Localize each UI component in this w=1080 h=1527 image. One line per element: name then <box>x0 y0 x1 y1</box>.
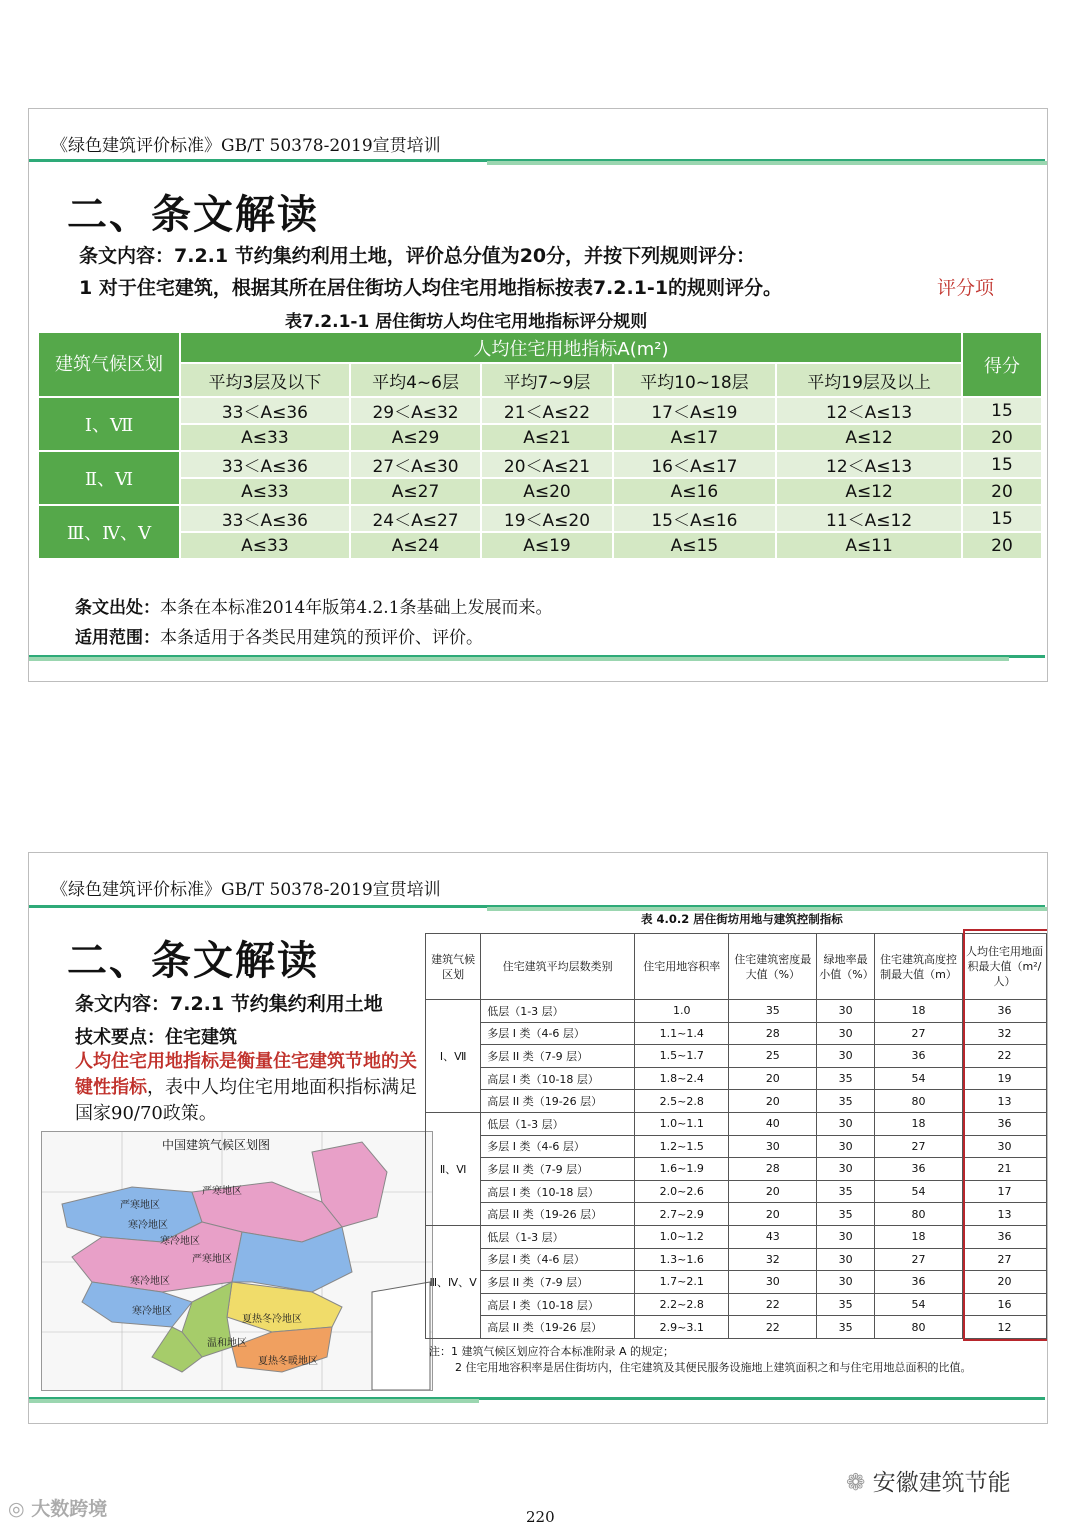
clause-content: 条文内容：7.2.1 节约集约利用土地，评价总分值为20分，并按下列规则评分： <box>79 245 756 267</box>
value-cell: 1.2~1.5 <box>635 1135 729 1158</box>
value-cell: 35 <box>729 1000 817 1023</box>
table-row <box>426 1000 1047 1023</box>
value-cell: 18 <box>875 1112 963 1135</box>
index-cell: 12＜A≤13 <box>776 451 962 478</box>
col-header: 住宅建筑密度最大值（%） <box>729 934 817 1000</box>
map-region-label: 寒冷地区 <box>160 1236 200 1247</box>
table-row <box>38 532 1042 559</box>
control-table-title: 表 4.0.2 居住街坊用地与建筑控制指标 <box>641 912 843 926</box>
weibo-icon: ◎ <box>8 1498 32 1520</box>
table-note-2: 2 住宅用地容积率是居住街坊内，住宅建筑及其便民服务设施地上建筑面积之和与住宅用地总面积的比值。 <box>455 1361 972 1374</box>
floor-category-cell: 多层 I 类（4-6 层） <box>481 1248 635 1271</box>
table-row <box>38 397 1042 424</box>
value-cell: 30 <box>817 1135 875 1158</box>
wechat-icon: ❁ <box>846 1470 873 1496</box>
floor-category-cell: 多层 I 类（4-6 层） <box>481 1135 635 1158</box>
table-row <box>426 1293 1047 1316</box>
value-cell: 27 <box>962 1248 1046 1271</box>
zone-cell: Ⅲ、Ⅳ、Ⅴ <box>426 1225 481 1338</box>
table-row <box>426 1248 1047 1271</box>
value-cell: 32 <box>729 1248 817 1271</box>
slide-1 <box>28 108 1048 682</box>
floor-category-cell: 低层（1-3 层） <box>481 1000 635 1023</box>
table-row <box>426 1067 1047 1090</box>
value-cell: 1.0~1.2 <box>635 1225 729 1248</box>
floor-category-cell: 高层 II 类（19-26 层） <box>481 1203 635 1226</box>
value-cell: 1.6~1.9 <box>635 1158 729 1181</box>
score-cell: 20 <box>962 532 1042 559</box>
table-note-1: 注：1 建筑气候区划应符合本标准附录 A 的规定； <box>429 1345 675 1358</box>
value-cell: 22 <box>729 1316 817 1339</box>
map-region-label: 严寒地区 <box>192 1254 232 1265</box>
value-cell: 80 <box>875 1203 963 1226</box>
map-region-label: 夏热冬冷地区 <box>242 1314 302 1325</box>
table-row <box>38 505 1042 532</box>
value-cell: 20 <box>729 1203 817 1226</box>
col-header: 建筑气候区划 <box>426 934 481 1000</box>
table-row <box>426 1316 1047 1339</box>
header-divider <box>29 905 1047 911</box>
floor-category-cell: 高层 II 类（19-26 层） <box>481 1316 635 1339</box>
scoring-note: 评分项 <box>937 277 995 299</box>
slide-header: 《绿色建筑评价标准》GB/T 50378-2019宣贯培训 <box>51 880 441 900</box>
index-cell: 27＜A≤30 <box>350 451 481 478</box>
value-cell: 35 <box>817 1090 875 1113</box>
index-cell: 16＜A≤17 <box>613 451 776 478</box>
value-cell: 30 <box>817 1022 875 1045</box>
floor-category-cell: 高层 I 类（10-18 层） <box>481 1067 635 1090</box>
value-cell: 36 <box>875 1158 963 1181</box>
value-cell: 22 <box>962 1045 1046 1068</box>
scope-line: 适用范围：本条适用于各类民用建筑的预评价、评价。 <box>75 628 483 648</box>
value-cell: 2.0~2.6 <box>635 1180 729 1203</box>
col-header: 绿地率最小值（%） <box>817 934 875 1000</box>
source-line: 条文出处：本条在本标准2014年版第4.2.1条基础上发展而来。 <box>75 598 553 618</box>
value-cell: 35 <box>817 1067 875 1090</box>
clause-item-1: 1 对于住宅建筑，根据其所在居住街坊人均住宅用地指标按表7.2.1-1的规则评分。 <box>79 277 783 299</box>
value-cell: 80 <box>875 1316 963 1339</box>
subcol-header: 平均10~18层 <box>613 363 776 397</box>
value-cell: 30 <box>817 1000 875 1023</box>
floor-category-cell: 高层 I 类（10-18 层） <box>481 1180 635 1203</box>
value-cell: 30 <box>817 1248 875 1271</box>
value-cell: 2.7~2.9 <box>635 1203 729 1226</box>
value-cell: 21 <box>962 1158 1046 1181</box>
floor-category-cell: 多层 II 类（7-9 层） <box>481 1045 635 1068</box>
tech-point: 技术要点：住宅建筑 <box>75 1027 237 1048</box>
map-title: 中国建筑气候区划图 <box>162 1138 271 1152</box>
slide-2 <box>28 852 1048 1424</box>
index-cell: A≤17 <box>613 424 776 451</box>
scoring-table <box>37 331 1043 560</box>
map-region-label: 寒冷地区 <box>130 1276 170 1287</box>
value-cell: 12 <box>962 1316 1046 1339</box>
floor-category-cell: 高层 II 类（19-26 层） <box>481 1090 635 1113</box>
footer-divider <box>29 655 1047 661</box>
value-cell: 36 <box>875 1045 963 1068</box>
col-group: 人均住宅用地指标A(m²) <box>180 332 962 363</box>
value-cell: 30 <box>817 1112 875 1135</box>
value-cell: 19 <box>962 1067 1046 1090</box>
index-cell: 24＜A≤27 <box>350 505 481 532</box>
col-header: 人均住宅用地面积最大值（m²/人） <box>962 934 1046 1000</box>
index-cell: A≤21 <box>481 424 612 451</box>
score-cell: 20 <box>962 478 1042 505</box>
value-cell: 30 <box>729 1135 817 1158</box>
value-cell: 2.2~2.8 <box>635 1293 729 1316</box>
value-cell: 16 <box>962 1293 1046 1316</box>
col-zone: 建筑气候区划 <box>38 332 180 397</box>
value-cell: 13 <box>962 1203 1046 1226</box>
subcol-header: 平均4~6层 <box>350 363 481 397</box>
value-cell: 20 <box>962 1271 1046 1294</box>
col-header: 住宅建筑高度控制最大值（m） <box>875 934 963 1000</box>
value-cell: 32 <box>962 1022 1046 1045</box>
index-cell: 12＜A≤13 <box>776 397 962 424</box>
value-cell: 43 <box>729 1225 817 1248</box>
value-cell: 54 <box>875 1180 963 1203</box>
value-cell: 17 <box>962 1180 1046 1203</box>
index-cell: A≤12 <box>776 424 962 451</box>
value-cell: 22 <box>729 1293 817 1316</box>
table-row <box>426 1090 1047 1113</box>
map-region-label: 严寒地区 <box>120 1200 160 1211</box>
section-title: 二、条文解读 <box>67 938 319 984</box>
index-cell: 21＜A≤22 <box>481 397 612 424</box>
index-cell: A≤29 <box>350 424 481 451</box>
table-row <box>38 478 1042 505</box>
floor-category-cell: 低层（1-3 层） <box>481 1225 635 1248</box>
score-cell: 15 <box>962 505 1042 532</box>
value-cell: 1.0 <box>635 1000 729 1023</box>
page-number: 220 <box>526 1508 555 1526</box>
map-region-label: 温和地区 <box>207 1338 247 1349</box>
score-cell: 20 <box>962 424 1042 451</box>
value-cell: 20 <box>729 1180 817 1203</box>
table-row <box>426 1225 1047 1248</box>
value-cell: 2.9~3.1 <box>635 1316 729 1339</box>
value-cell: 28 <box>729 1022 817 1045</box>
value-cell: 1.3~1.6 <box>635 1248 729 1271</box>
index-cell: 11＜A≤12 <box>776 505 962 532</box>
index-cell: 15＜A≤16 <box>613 505 776 532</box>
value-cell: 18 <box>875 1000 963 1023</box>
value-cell: 1.5~1.7 <box>635 1045 729 1068</box>
value-cell: 54 <box>875 1293 963 1316</box>
value-cell: 54 <box>875 1067 963 1090</box>
table-title: 表7.2.1-1 居住街坊人均住宅用地指标评分规则 <box>285 312 648 332</box>
subcol-header: 平均3层及以下 <box>180 363 350 397</box>
value-cell: 1.8~2.4 <box>635 1067 729 1090</box>
value-cell: 30 <box>817 1271 875 1294</box>
value-cell: 36 <box>962 1000 1046 1023</box>
value-cell: 27 <box>875 1022 963 1045</box>
subcol-header: 平均19层及以上 <box>776 363 962 397</box>
value-cell: 35 <box>817 1293 875 1316</box>
slide-header: 《绿色建筑评价标准》GB/T 50378-2019宣贯培训 <box>51 136 441 156</box>
floor-category-cell: 多层 II 类（7-9 层） <box>481 1271 635 1294</box>
index-cell: A≤19 <box>481 532 612 559</box>
floor-category-cell: 低层（1-3 层） <box>481 1112 635 1135</box>
index-cell: A≤20 <box>481 478 612 505</box>
value-cell: 40 <box>729 1112 817 1135</box>
col-header: 住宅建筑平均层数类别 <box>481 934 635 1000</box>
value-cell: 25 <box>729 1045 817 1068</box>
col-score: 得分 <box>962 332 1042 397</box>
floor-category-cell: 多层 II 类（7-9 层） <box>481 1158 635 1181</box>
index-cell: 29＜A≤32 <box>350 397 481 424</box>
table-row <box>426 1135 1047 1158</box>
map-region-label: 夏热冬暖地区 <box>258 1356 318 1367</box>
value-cell: 35 <box>817 1203 875 1226</box>
zone-cell: Ⅰ、Ⅶ <box>38 397 180 451</box>
table-row <box>426 1158 1047 1181</box>
index-cell: 33＜A≤36 <box>180 451 350 478</box>
value-cell: 1.0~1.1 <box>635 1112 729 1135</box>
value-cell: 1.1~1.4 <box>635 1022 729 1045</box>
wechat-watermark: ❁ 安徽建筑节能 <box>846 1470 1011 1496</box>
table-row <box>426 1203 1047 1226</box>
value-cell: 35 <box>817 1180 875 1203</box>
value-cell: 35 <box>817 1316 875 1339</box>
value-cell: 2.5~2.8 <box>635 1090 729 1113</box>
index-cell: 19＜A≤20 <box>481 505 612 532</box>
value-cell: 36 <box>875 1271 963 1294</box>
highlight-box <box>963 929 1048 1341</box>
section-title: 二、条文解读 <box>67 192 319 238</box>
value-cell: 36 <box>962 1112 1046 1135</box>
zone-cell: Ⅱ、Ⅵ <box>426 1112 481 1225</box>
value-cell: 36 <box>962 1225 1046 1248</box>
value-cell: 20 <box>729 1067 817 1090</box>
index-cell: A≤27 <box>350 478 481 505</box>
index-cell: A≤24 <box>350 532 481 559</box>
col-header: 住宅用地容积率 <box>635 934 729 1000</box>
value-cell: 1.7~2.1 <box>635 1271 729 1294</box>
value-cell: 27 <box>875 1248 963 1271</box>
value-cell: 18 <box>875 1225 963 1248</box>
map-region-label: 寒冷地区 <box>132 1306 172 1317</box>
value-cell: 27 <box>875 1135 963 1158</box>
table-row <box>426 1271 1047 1294</box>
index-cell: A≤11 <box>776 532 962 559</box>
score-cell: 15 <box>962 397 1042 424</box>
zone-cell: Ⅱ、Ⅵ <box>38 451 180 505</box>
floor-category-cell: 高层 I 类（10-18 层） <box>481 1293 635 1316</box>
table-row <box>38 424 1042 451</box>
tech-description: 人均住宅用地指标是衡量住宅建筑节地的关键性指标，表中人均住宅用地面积指标满足国家90/70政策。 <box>75 1051 417 1124</box>
index-cell: 17＜A≤19 <box>613 397 776 424</box>
subcol-header: 平均7~9层 <box>481 363 612 397</box>
index-cell: A≤33 <box>180 478 350 505</box>
map-region-label: 严寒地区 <box>202 1186 242 1197</box>
value-cell: 30 <box>817 1225 875 1248</box>
value-cell: 80 <box>875 1090 963 1113</box>
index-cell: A≤16 <box>613 478 776 505</box>
index-cell: A≤33 <box>180 532 350 559</box>
table-row <box>426 1112 1047 1135</box>
value-cell: 28 <box>729 1158 817 1181</box>
index-cell: A≤12 <box>776 478 962 505</box>
clause-content: 条文内容：7.2.1 节约集约利用土地 <box>75 993 383 1015</box>
floor-category-cell: 多层 I 类（4-6 层） <box>481 1022 635 1045</box>
value-cell: 30 <box>817 1158 875 1181</box>
table-row <box>38 451 1042 478</box>
index-cell: A≤15 <box>613 532 776 559</box>
header-divider <box>29 159 1047 165</box>
control-index-table <box>425 933 1047 1339</box>
value-cell: 30 <box>817 1045 875 1068</box>
score-cell: 15 <box>962 451 1042 478</box>
value-cell: 20 <box>729 1090 817 1113</box>
zone-cell: Ⅰ、Ⅶ <box>426 1000 481 1113</box>
value-cell: 30 <box>962 1135 1046 1158</box>
map-region-label: 寒冷地区 <box>128 1220 168 1231</box>
bottom-watermark: ◎ 大数跨境 <box>8 1498 108 1520</box>
index-cell: 33＜A≤36 <box>180 397 350 424</box>
table-row <box>426 1022 1047 1045</box>
index-cell: A≤33 <box>180 424 350 451</box>
climate-zone-map <box>41 1131 433 1391</box>
table-row <box>426 1180 1047 1203</box>
value-cell: 30 <box>729 1271 817 1294</box>
footer-divider <box>29 1397 1047 1403</box>
zone-cell: Ⅲ、Ⅳ、Ⅴ <box>38 505 180 559</box>
index-cell: 33＜A≤36 <box>180 505 350 532</box>
table-row <box>426 1045 1047 1068</box>
index-cell: 20＜A≤21 <box>481 451 612 478</box>
value-cell: 13 <box>962 1090 1046 1113</box>
